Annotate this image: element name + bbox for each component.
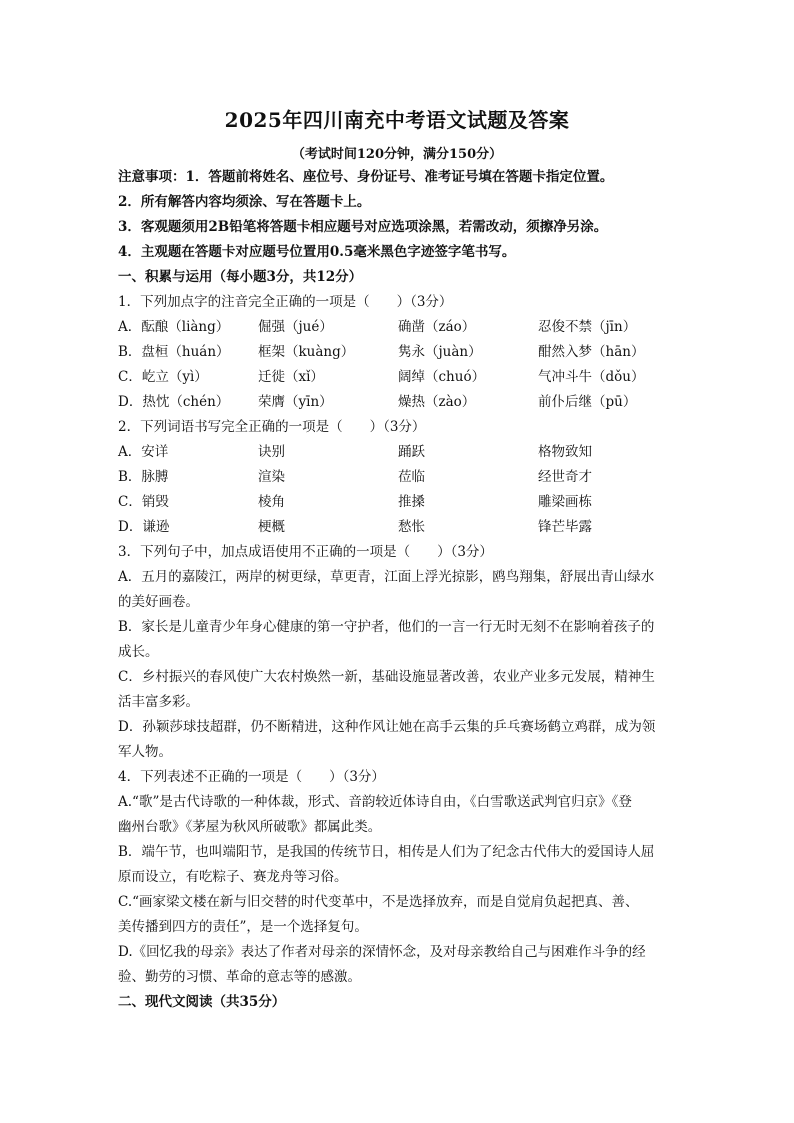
question-4-line: 幽州台歌》《茅屋为秋风所破歌》都属此类。 [118,819,382,835]
option-cell: A．酝酿（liàng） [118,319,230,335]
option-cell: 莅临 [398,469,425,485]
option-cell: 棱角 [258,494,285,510]
option-cell: 忍俊不禁（jīn） [538,319,637,335]
question-4-line: 验、勤劳的习惯、革命的意志等的感激。 [118,969,361,985]
option-cell: 确凿（záo） [398,319,476,335]
question-2-stem: 2．下列词语书写完全正确的一项是（ ）（3分） [118,419,426,435]
option-cell: D．热忱（chén） [118,394,230,410]
option-cell: C．屹立（yì） [118,369,208,385]
option-cell: 推搡 [398,494,425,510]
question-3-line: 成长。 [118,644,159,660]
question-1-stem: 1．下列加点字的注音完全正确的一项是（ ）（3分） [118,294,453,310]
option-cell: D．谦逊 [118,519,170,535]
question-3-line: C．乡村振兴的春风使广大农村焕然一新，基础设施显著改善，农业产业多元发展，精神生 [118,669,655,685]
option-cell: 荣膺（yīn） [258,394,333,410]
question-4-stem: 4．下列表述不正确的一项是（ ）（3分） [118,769,385,785]
question-4-line: C.“画家梁文楼在新与旧交替的时代变革中，不是选择放弃，而是自觉肩负起把真、善、 [118,894,639,910]
option-cell: 酣然入梦（hān） [538,344,645,360]
option-cell: 渲染 [258,469,285,485]
question-4-line: 美传播到四方的责任”，是一个选择复句。 [118,919,368,935]
question-3-line: 活丰富多彩。 [118,694,199,710]
option-cell: 阔绰（chuó） [398,369,486,385]
section-heading-2: 二、现代文阅读（共35分） [118,994,286,1010]
note-4: 4．主观题在答题卡对应题号位置用0.5毫米黑色字迹签字笔书写。 [118,244,516,260]
option-cell: 诀别 [258,444,285,460]
option-cell: 前仆后继（pū） [538,394,637,410]
question-3-stem: 3．下列句子中，加点成语使用不正确的一项是（ ）（3分） [118,544,493,560]
option-cell: 燥热（zào） [398,394,476,410]
option-cell: 隽永（juàn） [398,344,482,360]
question-4-line: 原而设立，有吃粽子、赛龙舟等习俗。 [118,869,348,885]
page-title: 2025年四川南充中考语文试题及答案 [224,108,570,132]
option-cell: 迁徙（xǐ） [258,369,324,385]
exam-duration: （考试时间120分钟，满分150分） [291,147,503,162]
section-heading-1: 一、积累与运用（每小题3分，共12分） [118,269,363,285]
option-cell: 踊跃 [398,444,425,460]
option-cell: 梗概 [258,519,285,535]
option-cell: 格物致知 [538,444,592,460]
option-cell: 框架（kuàng） [258,344,355,360]
option-cell: B．盘桓（huán） [118,344,230,360]
question-3-line: A．五月的嘉陵江，两岸的树更绿，草更青，江面上浮光掠影，鸥鸟翔集，舒展出青山绿水 [118,569,655,585]
option-cell: 经世奇才 [538,469,592,485]
question-3-line: D．孙颖莎球技超群，仍不断精进，这种作风让她在高手云集的乒乓赛场鹤立鸡群，成为领 [118,719,656,735]
question-4-line: D.《回忆我的母亲》表达了作者对母亲的深情怀念，及对母亲教给自己与困难作斗争的经 [118,944,646,960]
option-cell: B．脉膊 [118,469,169,485]
note-1: 注意事项：1．答题前将姓名、座位号、身份证号、准考证号填在答题卡指定位置。 [118,169,614,185]
option-cell: 愁怅 [398,519,425,535]
option-cell: A．安详 [118,444,169,460]
question-3-line: 军人物。 [118,744,172,760]
option-cell: 雕梁画栋 [538,494,592,510]
question-3-line: B．家长是儿童青少年身心健康的第一守护者，他们的一言一行无时无刻不在影响着孩子的 [118,619,655,635]
option-cell: 气冲斗牛（dǒu） [538,369,645,385]
option-cell: C．销毁 [118,494,169,510]
option-cell: 锋芒毕露 [538,519,592,535]
option-cell: 倔强（jué） [258,319,333,335]
question-4-line: B．端午节，也叫端阳节，是我国的传统节日，相传是人们为了纪念古代伟大的爱国诗人屈 [118,844,655,860]
note-3: 3．客观题须用2B铅笔将答题卡相应题号对应选项涂黑，若需改动，须擦净另涂。 [118,219,608,235]
note-2: 2．所有解答内容均须涂、写在答题卡上。 [118,194,371,210]
question-3-line: 的美好画卷。 [118,594,199,610]
question-4-line: A.“歌”是古代诗歌的一种体裁，形式、音韵较近体诗自由，《白雪歌送武判官归京》《登 [118,794,632,810]
